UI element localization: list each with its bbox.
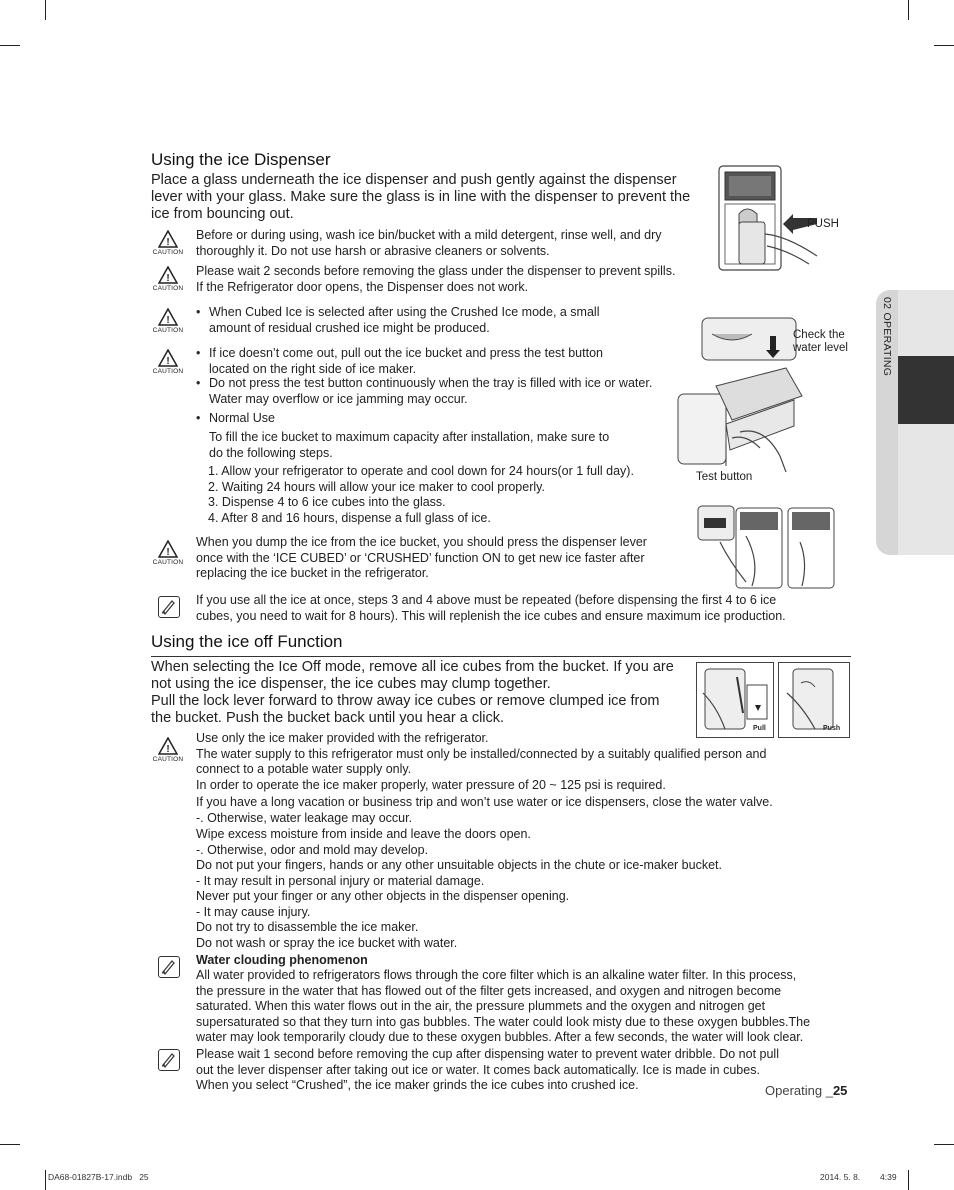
side-tab-marker <box>898 356 954 424</box>
push-bucket-illustration <box>778 662 850 738</box>
pull-lever-illustration <box>696 662 774 738</box>
print-slug-date: 2014. 5. 8. <box>820 1172 861 1182</box>
crop-mark <box>0 45 20 46</box>
caution-icon: ! CAUTION <box>151 540 185 567</box>
svg-text:!: ! <box>166 547 170 558</box>
caution5-text: When you dump the ice from the ice bucket, you should press the dispenser lever once with the ‘ICE CUBED’ or ‘CRUSHED’ function ON to get new ice faster after replacing the ice bucket in the refrigerator. <box>196 535 647 580</box>
caution-icon: ! CAUTION <box>151 230 185 257</box>
crop-mark <box>45 0 46 20</box>
label-pull: Pull <box>753 725 766 732</box>
normal-use-steps: 1. Allow your refrigerator to operate and cool down for 24 hours(or 1 full day). 2. Waiting 24 hours will allow your ice maker to cool properly. 3. Dispense 4 to 6 ice cubes into the glass. 4. After 8 and 16 hours, dispense a full glass of ice. <box>208 464 634 525</box>
print-slug-file: DA68-01827B-17.indb 25 <box>48 1172 149 1182</box>
bullet: • <box>196 411 201 425</box>
bullet: • <box>196 305 201 319</box>
side-tab-label: 02 OPERATING <box>881 297 893 377</box>
section2-caution-text: Use only the ice maker provided with the refrigerator. The water supply to this refrigerator must only be installed/connected by a suitably qualified person and connect to a potable water supply only. In order to operate the ice maker properly, water pressure of 20 ~ 125 psi is required. If you have a long vacation or business trip and won’t use water or ice dispensers, close the water valve. -. Otherwise, water leakage may occur. Wipe excess moisture from inside and leave the doors open. -. Otherwise, odor and mold may develop. Do not put your fingers, hands or any other unsuitable objects in the chute or ice-maker bucket. - It may result in personal injury or material damage. Never put your finger or any other objects in the dispenser opening. - It may cause injury. Do not try to disassemble the ice maker. Do not wash or spray the ice bucket with water. <box>196 731 773 950</box>
caution-icon: ! CAUTION <box>151 308 185 335</box>
ice-maker-test-button-illustration <box>676 316 806 474</box>
caution-icon: ! CAUTION <box>151 737 185 764</box>
footer-section: Operating _ <box>765 1083 833 1098</box>
label-push: PUSH <box>807 218 839 230</box>
caution1-text: Before or during using, wash ice bin/bucket with a mild detergent, rinse well, and dry thoroughly it. Do not use harsh or abrasive cleaners or solvents. <box>196 228 662 258</box>
note-icon <box>158 956 180 978</box>
section-divider <box>151 656 851 657</box>
label-check-water-level: Check the water level <box>793 329 848 354</box>
caution4-bullet1: If ice doesn’t come out, pull out the ice bucket and press the test button located on the right side of ice maker. <box>209 346 603 376</box>
svg-text:!: ! <box>166 237 170 248</box>
ice-bucket-reset-illustration <box>690 502 836 592</box>
svg-text:!: ! <box>166 744 170 755</box>
bullet: • <box>196 346 201 360</box>
crop-mark <box>934 45 954 46</box>
svg-text:!: ! <box>166 356 170 367</box>
note1-text: If you use all the ice at once, steps 3 and 4 above must be repeated (before dispensing the first 4 to 6 ice cubes, you need to wait for 8 hours). This will replenish the ice cubes and ensure maximum ice production. <box>196 593 786 623</box>
caution3-text: When Cubed Ice is selected after using the Crushed Ice mode, a small amount of residual crushed ice might be produced. <box>209 305 600 335</box>
caution2-text: Please wait 2 seconds before removing the glass under the dispenser to prevent spills. If the Refrigerator door opens, the Dispenser does not work. <box>196 264 676 294</box>
normal-use-intro: To fill the ice bucket to maximum capacity after installation, make sure to do the following steps. <box>209 430 610 460</box>
svg-text:!: ! <box>166 315 170 326</box>
print-slug-time: 4:39 <box>880 1172 897 1182</box>
section1-intro: Place a glass underneath the ice dispenser and push gently against the dispenser lever with your glass. Make sure the glass is in line with the dispenser to prevent the ice from bouncing out. <box>151 172 691 222</box>
caution-icon: ! CAUTION <box>151 349 185 376</box>
page-number: 25 <box>832 1083 848 1098</box>
normal-use-heading: Normal Use <box>209 411 275 425</box>
note-title-water-clouding: Water clouding phenomenon <box>196 953 368 967</box>
section-title-ice-dispenser: Using the ice Dispenser <box>151 150 331 169</box>
note3-text: Please wait 1 second before removing the cup after dispensing water to prevent water dribble. Do not pull out the lever dispenser after taking out ice or water. It comes back automatically. Ice is made in cubes. When you select “Crushed”, the ice maker grinds the ice cubes into crushed ice. <box>196 1047 779 1092</box>
svg-text:!: ! <box>166 273 170 284</box>
caution4-bullet2: Do not press the test button continuously when the tray is filled with ice or water. Water may overflow or ice jamming may occur. <box>209 376 653 406</box>
label-test-button: Test button <box>696 471 753 483</box>
section-title-ice-off: Using the ice off Function <box>151 632 343 651</box>
bullet: • <box>196 376 201 390</box>
caution-icon: ! CAUTION <box>151 266 185 293</box>
page-footer <box>765 1083 847 1098</box>
crop-mark <box>908 0 909 20</box>
section2-intro: When selecting the Ice Off mode, remove all ice cubes from the bucket. If you are not using the ice dispenser, the ice cubes may clump together. Pull the lock lever forward to throw away ice cubes or remove clumped ice from the bucket. Push the bucket back until you hear a click. <box>151 659 674 726</box>
crop-mark <box>908 1170 909 1190</box>
note-icon <box>158 596 180 618</box>
water-clouding-text: All water provided to refrigerators flows through the core filter which is an alkaline water filter. In this process, the pressure in the water that has flowed out of the filter gets increased, and oxygen and nitrogen become saturated. When this water flows out in the air, the pressure plummets and the oxygen and nitrogen get supersaturated so that they turn into gas bubbles. The water could look misty due to these oxygen bubbles.The water may look temporarily cloudy due to these oxygen bubbles. After a few seconds, the water will look clear. <box>196 968 811 1044</box>
crop-mark <box>45 1170 46 1190</box>
crop-mark <box>0 1144 20 1145</box>
crop-mark <box>934 1144 954 1145</box>
note-icon <box>158 1049 180 1071</box>
label-push-bucket: Push <box>823 725 841 732</box>
